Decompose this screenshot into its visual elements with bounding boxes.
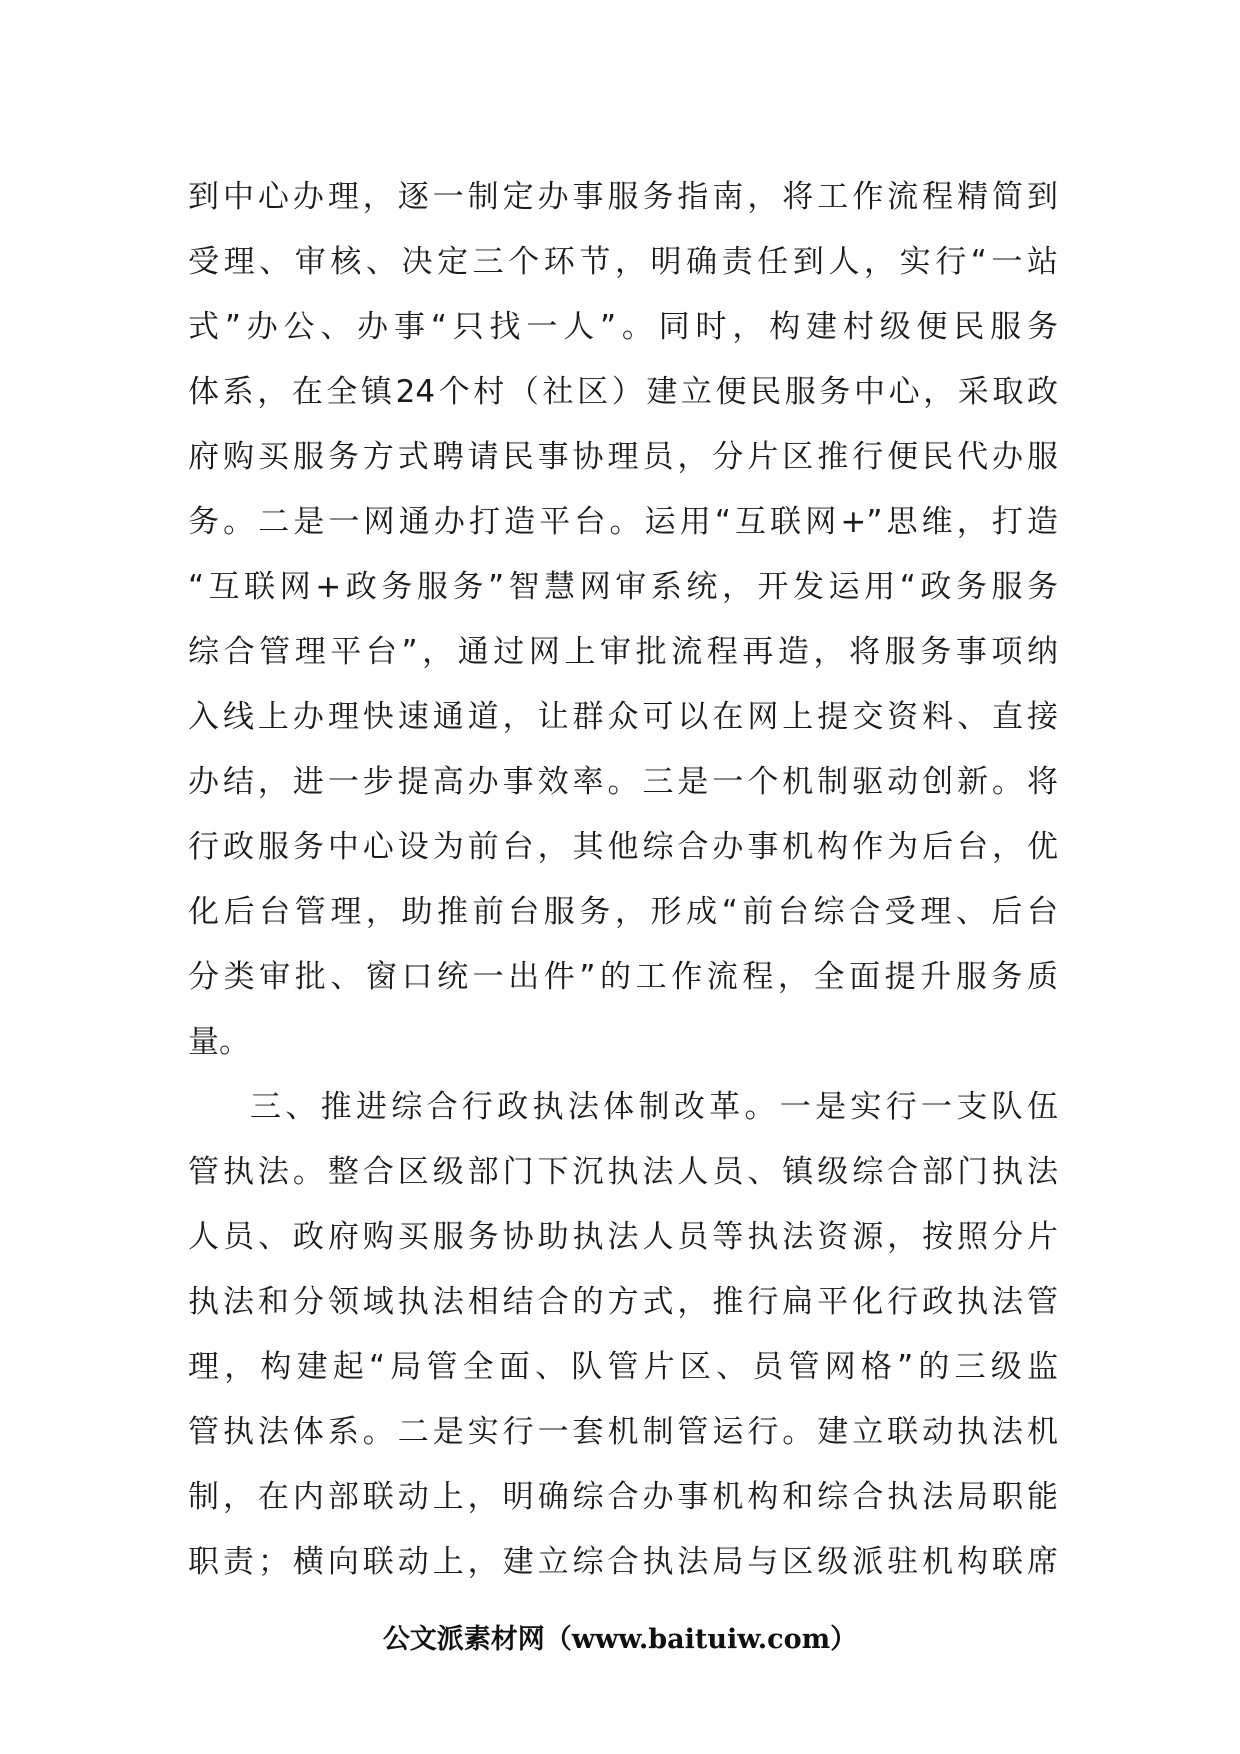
text-line: 化后台管理，助推前台服务，形成“前台综合受理、后台: [188, 894, 1058, 930]
text-line: 执法和分领域执法相结合的方式，推行扁平化行政执法管: [188, 1284, 1058, 1320]
text-line: 行政服务中心设为前台，其他综合办事机构作为后台，优: [188, 829, 1058, 865]
text-line: 量。: [188, 1024, 250, 1060]
footer-watermark: 公文派素材网（www.baituiw.com）: [382, 1624, 858, 1655]
text-line: 体系，在全镇24个村（社区）建立便民服务中心，采取政: [188, 374, 1058, 410]
text-line: 综合管理平台”，通过网上审批流程再造，将服务事项纳: [188, 634, 1058, 670]
text-line: “互联网+政务服务”智慧网审系统，开发运用“政务服务: [188, 569, 1058, 605]
text-line: 式”办公、办事“只找一人”。同时，构建村级便民服务: [188, 309, 1058, 345]
text-line: 务。二是一网通办打造平台。运用“互联网+”思维，打造: [188, 504, 1058, 540]
text-line: 职责；横向联动上，建立综合执法局与区级派驻机构联席: [188, 1544, 1058, 1580]
text-line: 办结，进一步提高办事效率。三是一个机制驱动创新。将: [188, 764, 1058, 800]
text-line: 受理、审核、决定三个环节，明确责任到人，实行“一站: [188, 244, 1058, 280]
text-line: 府购买服务方式聘请民事协理员，分片区推行便民代办服: [188, 439, 1058, 475]
text-line: 制，在内部联动上，明确综合办事机构和综合执法局职能: [188, 1479, 1058, 1515]
text-line: 管执法体系。二是实行一套机制管运行。建立联动执法机: [188, 1414, 1058, 1450]
text-line: 理，构建起“局管全面、队管片区、员管网格”的三级监: [188, 1349, 1058, 1385]
text-line: 入线上办理快速通道，让群众可以在网上提交资料、直接: [188, 699, 1058, 735]
text-line: 分类审批、窗口统一出件”的工作流程，全面提升服务质: [188, 959, 1058, 995]
text-line: 人员、政府购买服务协助执法人员等执法资源，按照分片: [188, 1219, 1058, 1255]
document-body: [188, 165, 1058, 1595]
text-line: 管执法。整合区级部门下沉执法人员、镇级综合部门执法: [188, 1154, 1058, 1190]
paragraph-start-line: 三、推进综合行政执法体制改革。一是实行一支队伍: [250, 1089, 1058, 1125]
text-line: 到中心办理，逐一制定办事服务指南，将工作流程精简到: [188, 179, 1058, 215]
